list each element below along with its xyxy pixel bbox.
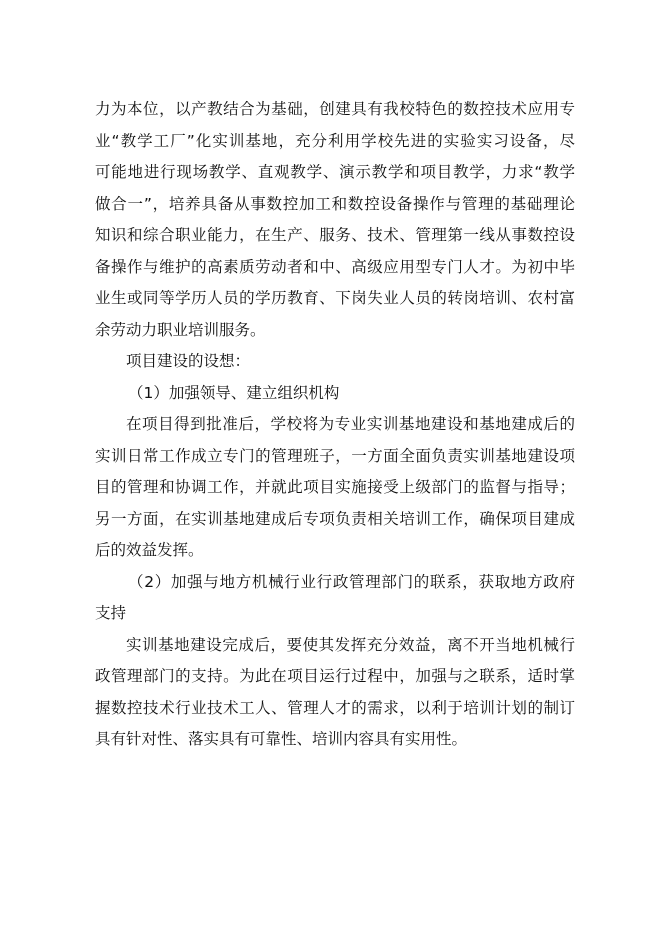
- text-line: 备操作与维护的高素质劳动者和中、高级应用型专门人才。为初中毕: [95, 257, 575, 276]
- text-line: 握数控技术行业技术工人、管理人才的需求，以利于培训计划的制订: [95, 698, 575, 717]
- text-line: 另一方面，在实训基地建成后专项负责相关培训工作，确保项目建成: [95, 509, 575, 528]
- item2-paragraph: [95, 630, 575, 756]
- text-line: 做合一”，培养具备从事数控加工和数控设备操作与管理的基础理论: [95, 194, 575, 213]
- section-heading: 项目建设的设想：: [126, 352, 251, 370]
- document-body: [95, 94, 575, 756]
- text-line: 力为本位，以产教结合为基础，创建具有我校特色的数控技术应用专: [95, 100, 575, 118]
- text-line: 在项目得到批准后，学校将为专业实训基地建设和基地建成后的: [126, 415, 575, 433]
- intro-paragraph: [95, 94, 575, 346]
- text-line: 业生或同等学历人员的学历教育、下岗失业人员的转岗培训、农村富: [95, 289, 575, 307]
- text-line: 后的效益发挥。: [95, 541, 204, 559]
- item1-heading: （1）加强领导、建立组织机构: [128, 383, 340, 402]
- text-line: 支持: [95, 604, 127, 622]
- text-line: 政管理部门的支持。为此在项目运行过程中，加强与之联系，适时掌: [95, 667, 575, 685]
- text-line: 余劳动力职业培训服务。: [95, 320, 266, 339]
- text-line: 业“教学工厂”化实训基地，充分利用学校先进的实验实习设备，尽: [95, 131, 575, 150]
- text-line: 目的管理和协调工作，并就此项目实施接受上级部门的监督与指导；: [95, 478, 575, 496]
- text-line: 实训基地建设完成后，要使其发挥充分效益，离不开当地机械行: [126, 635, 575, 654]
- item1-paragraph: [95, 409, 575, 567]
- text-line: 可能地进行现场教学、直观教学、演示教学和项目教学，力求“教学: [95, 163, 575, 181]
- item2-heading: [95, 567, 575, 630]
- text-line: （2）加强与地方机械行业行政管理部门的联系，获取地方政府: [128, 572, 575, 591]
- text-line: 具有针对性、落实具有可靠性、培训内容具有实用性。: [95, 730, 468, 748]
- text-line: 知识和综合职业能力，在生产、服务、技术、管理第一线从事数控设: [95, 226, 575, 244]
- text-line: 实训日常工作成立专门的管理班子，一方面全面负责实训基地建设项: [95, 446, 575, 465]
